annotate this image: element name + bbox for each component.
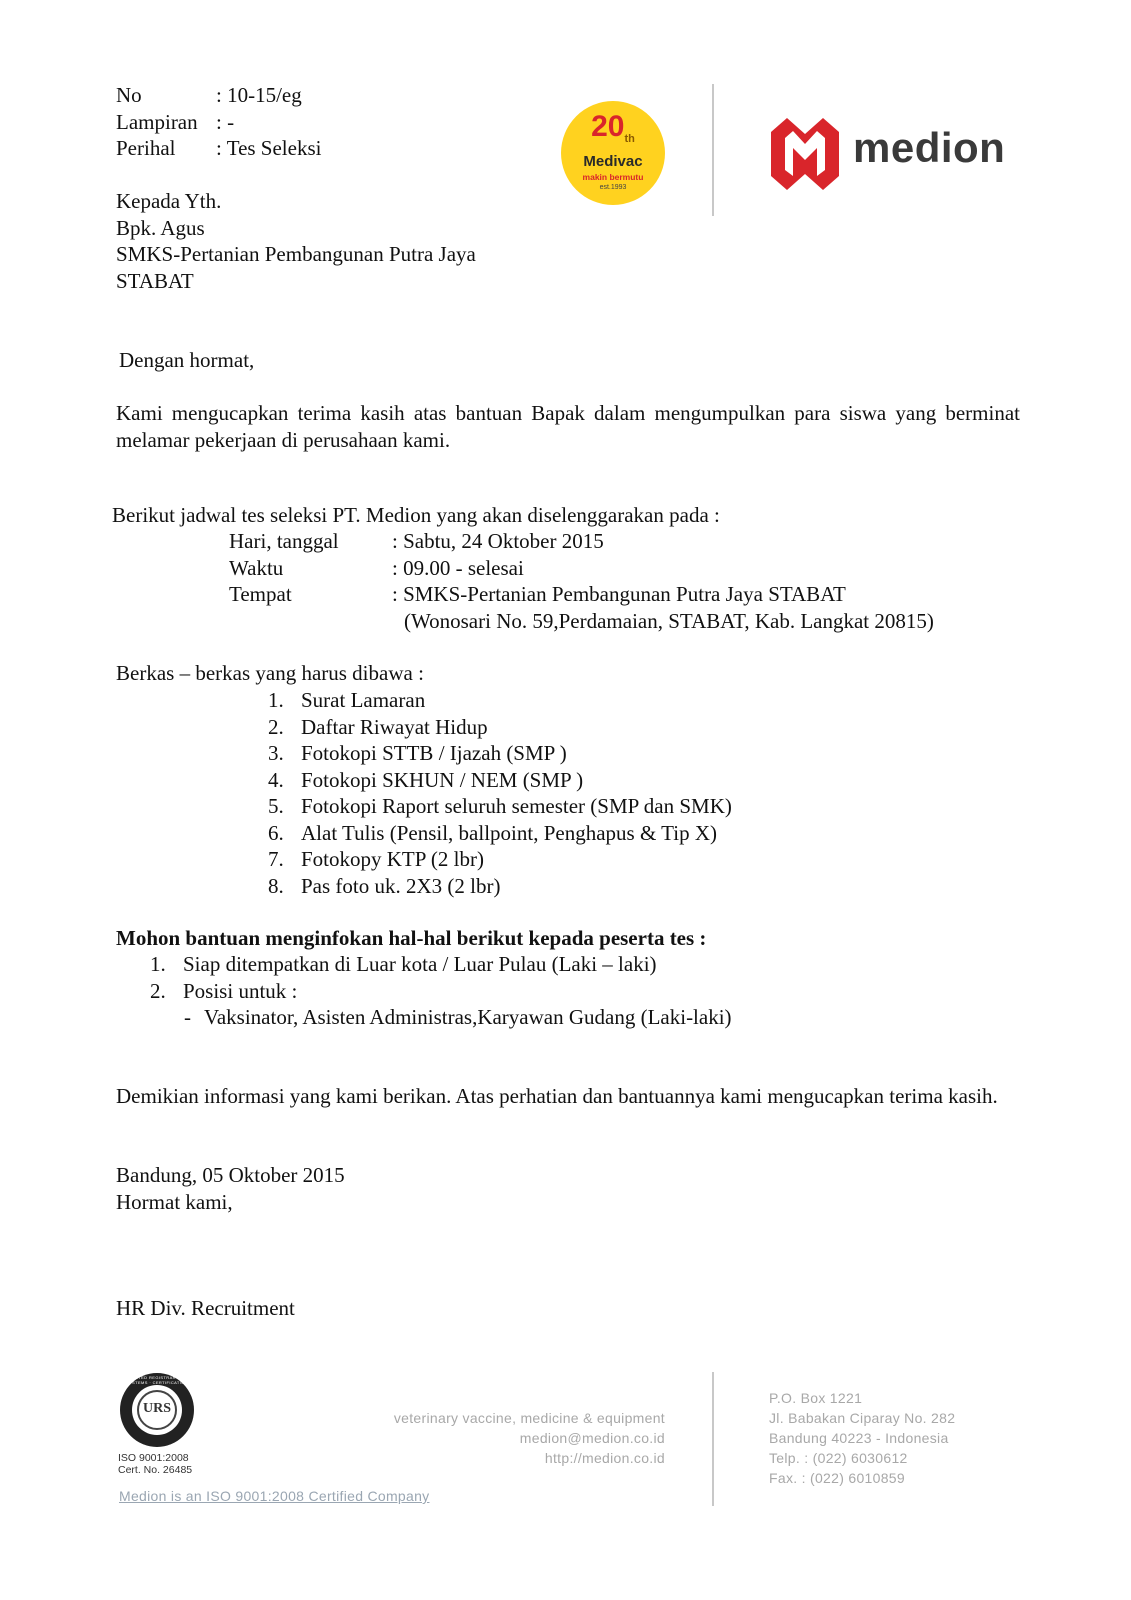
medion-wordmark: medion	[853, 124, 1006, 171]
list-item: 8. Pas foto uk. 2X3 (2 lbr)	[268, 873, 501, 898]
recipient-line: Kepada Yth.	[116, 189, 222, 213]
badge-est: est.1993	[599, 184, 627, 191]
recipient-line: STABAT	[116, 268, 194, 293]
address-line: Fax. : (022) 6010859	[769, 1470, 905, 1486]
medion-mark-icon	[765, 112, 845, 194]
address-line: Telp. : (022) 6030612	[769, 1450, 908, 1466]
schedule-row: Waktu : 09.00 - selesai	[229, 555, 524, 580]
schedule-row: Tempat : SMKS-Pertanian Pembangunan Putra Jaya STABAT	[229, 582, 846, 606]
signer: HR Div. Recruitment	[116, 1296, 295, 1320]
documents-intro: Berkas – berkas yang harus dibawa :	[116, 661, 424, 685]
list-item: 6. Alat Tulis (Pensil, ballpoint, Penghapus & Tip X)	[268, 820, 717, 845]
footer-email: medion@medion.co.id	[519, 1430, 665, 1446]
list-item: 2. Posisi untuk :	[150, 978, 298, 1003]
notice-list	[150, 951, 657, 1004]
list-item: 1. Siap ditempatkan di Luar kota / Luar Pulau (Laki – laki)	[150, 952, 657, 976]
footer-address	[769, 1388, 1109, 1488]
schedule-row: Hari, tanggal : Sabtu, 24 Oktober 2015	[229, 529, 604, 553]
closing-paragraph: Demikian informasi yang kami berikan. Atas perhatian dan bantuannya kami mengucapkan terima kasih.	[116, 1084, 998, 1108]
letter-meta	[116, 82, 516, 162]
list-item: 2. Daftar Riwayat Hidup	[268, 714, 488, 739]
list-item: 4. Fotokopi SKHUN / NEM (SMP )	[268, 767, 584, 792]
signature-block	[116, 1162, 345, 1215]
schedule-address: (Wonosari No. 59,Perdamaian, STABAT, Kab. Langkat 20815)	[404, 608, 934, 633]
badge-tagline: makin bermutu	[582, 172, 644, 182]
meta-no: No : 10-15/eg	[116, 83, 302, 107]
documents-list	[268, 687, 732, 899]
recipient-line: Bpk. Agus	[116, 215, 205, 240]
recipient-block	[116, 188, 616, 294]
meta-lampiran: Lampiran : -	[116, 109, 235, 134]
seal-ring-text: UNITED REGISTRAR OF SYSTEMS · CERTIFICATION	[125, 1375, 189, 1385]
address-line: P.O. Box 1221	[769, 1390, 863, 1406]
header-divider	[712, 84, 714, 216]
notice-heading: Mohon bantuan menginfokan hal-hal berikut kepada peserta tes :	[116, 926, 707, 950]
cert-details	[118, 1452, 192, 1476]
list-item: 3. Fotokopi STTB / Ijazah (SMP )	[268, 741, 567, 765]
salutation: Hormat kami,	[116, 1189, 233, 1214]
badge-suffix: th	[624, 133, 635, 145]
cert-line: ISO 9001:2008	[118, 1452, 189, 1464]
address-line: Jl. Babakan Ciparay No. 282	[769, 1410, 956, 1426]
schedule-table	[229, 528, 1029, 634]
badge-name: Medivac	[583, 153, 643, 170]
opening-paragraph: Kami mengucapkan terima kasih atas bantuan Bapak dalam mengumpulkan para siswa yang berminat melamar pekerjaan di perusahaan kami.	[116, 401, 1020, 452]
list-item: 5. Fotokopi Raport seluruh semester (SMP dan SMK)	[268, 794, 732, 818]
medion-logo	[765, 112, 1025, 196]
list-item: 1. Surat Lamaran	[268, 688, 426, 712]
badge-number: 20	[591, 110, 625, 143]
footer-tagline: veterinary vaccine, medicine & equipment	[393, 1410, 665, 1426]
seal-text: URS	[142, 1401, 171, 1416]
footer-divider	[712, 1372, 714, 1506]
list-item: 7. Fotokopy KTP (2 lbr)	[268, 847, 484, 871]
footer-website: http://medion.co.id	[544, 1450, 665, 1466]
certification-seal	[118, 1371, 196, 1449]
notice-subitem: - Vaksinator, Asisten Administras,Karyawan Gudang (Laki-laki)	[184, 1005, 732, 1029]
address-line: Bandung 40223 - Indonesia	[769, 1430, 949, 1446]
recipient-line: SMKS-Pertanian Pembangunan Putra Jaya	[116, 242, 476, 266]
place-date: Bandung, 05 Oktober 2015	[116, 1163, 345, 1187]
meta-perihal: Perihal : Tes Seleksi	[116, 136, 322, 160]
greeting: Dengan hormat,	[119, 348, 255, 372]
cert-line: Cert. No. 26485	[118, 1464, 193, 1476]
footer-contact	[300, 1408, 665, 1468]
schedule-intro: Berikut jadwal tes seleksi PT. Medion yang akan diselenggarakan pada :	[112, 503, 720, 527]
cert-statement: Medion is an ISO 9001:2008 Certified Company	[119, 1488, 430, 1504]
